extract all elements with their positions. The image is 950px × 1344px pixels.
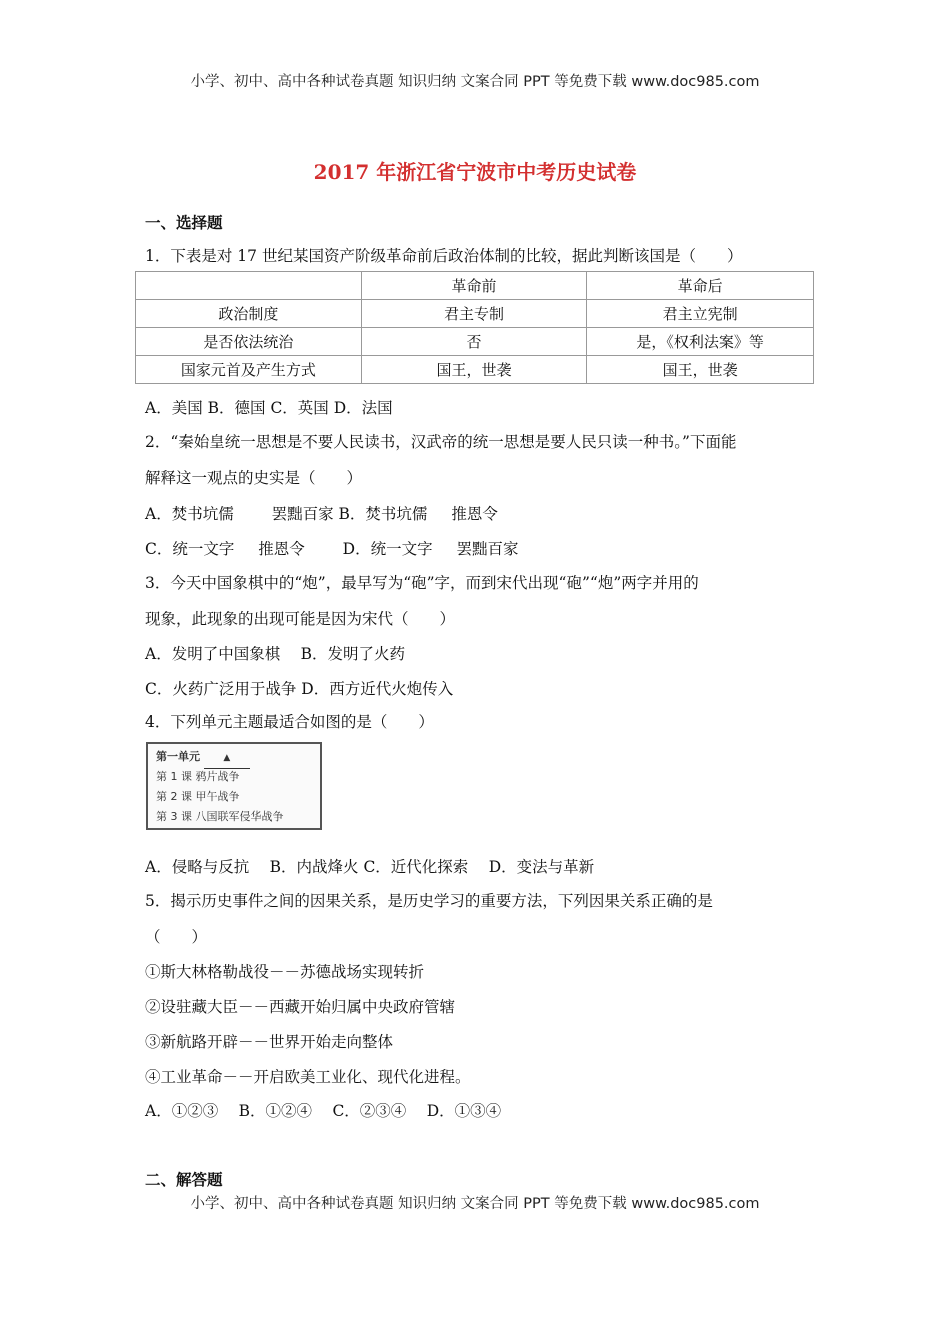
q2-option-d: D．统一文字 [342, 540, 433, 558]
table-cell: 国王，世袭 [361, 356, 587, 384]
q3-options-line2: C．火药广泛用于战争 D．西方近代火炮传入 [145, 680, 454, 698]
q2-option-b-part2: 推恩令 [451, 505, 498, 523]
figure-unit-line [156, 747, 312, 767]
q5-stem-line1: 5．揭示历史事件之间的因果关系，是历史学习的重要方法，下列因果关系正确的是 [145, 892, 713, 910]
table-cell: 政治制度 [136, 300, 362, 328]
table-header-cell: 革命前 [361, 272, 587, 300]
q2-option-c: C．统一文字 [145, 540, 235, 558]
q2-options-line1 [145, 502, 498, 524]
table-cell: 国王，世袭 [587, 356, 814, 384]
table-cell: 是，《权利法案》等 [587, 328, 814, 356]
table-cell: 否 [361, 328, 587, 356]
table-cell: 国家元首及产生方式 [136, 356, 362, 384]
page-footer: 小学、初中、高中各种试卷真题 知识归纳 文案合同 PPT 等免费下载 www.doc985.com [190, 1196, 760, 1212]
table-header-row [136, 272, 814, 300]
q5-item: ③新航路开辟－－世界开始走向整体 [145, 1033, 394, 1051]
exam-title: 2017 年浙江省宁波市中考历史试卷 [313, 160, 637, 184]
q2-option-a: A．焚书坑儒 [145, 505, 234, 523]
q4-options: A．侵略与反抗 B．内战烽火 C．近代化探索 D．变法与革新 [145, 858, 595, 876]
section-heading-choice: 一、选择题 [145, 214, 223, 232]
table-cell: 君主立宪制 [587, 300, 814, 328]
table-header-cell: 革命后 [587, 272, 814, 300]
q2-option-d-part2: 罢黜百家 [456, 540, 519, 558]
table-cell: 是否依法统治 [136, 328, 362, 356]
page-header: 小学、初中、高中各种试卷真题 知识归纳 文案合同 PPT 等免费下载 www.doc985.com [190, 74, 760, 90]
q5-item: ④工业革命－－开启欧美工业化、现代化进程。 [145, 1068, 471, 1086]
q2-options-line2 [145, 537, 518, 559]
figure-unit-label: 第一单元 [156, 750, 200, 763]
table-row [136, 300, 814, 328]
q5-stem-line2: （ ） [145, 928, 208, 946]
table-row [136, 328, 814, 356]
figure-lesson: 第 1 课 鸦片战争 [156, 770, 240, 783]
q1-stem: 1．下表是对 17 世纪某国资产阶级革命前后政治体制的比较，据此判断该国是（ ） [145, 247, 743, 265]
table-header-cell [136, 272, 362, 300]
q1-options: A．美国 B．德国 C．英国 D．法国 [145, 399, 393, 417]
q4-stem: 4．下列单元主题最适合如图的是（ ） [145, 713, 434, 731]
section-heading-answer: 二、解答题 [145, 1171, 223, 1189]
table-cell: 君主专制 [361, 300, 587, 328]
figure-unit-blank: ▲ [204, 748, 250, 769]
q2-option-a-part2: 罢黜百家 [271, 505, 334, 523]
q5-item: ②设驻藏大臣－－西藏开始归属中央政府管辖 [145, 998, 456, 1016]
q5-options: A．①②③ B．①②④ C．②③④ D．①③④ [145, 1102, 502, 1120]
table-row [136, 356, 814, 384]
q3-stem-line1: 3．今天中国象棋中的“炮”，最早写为“砲”字，而到宋代出现“砲”“炮”两字并用的 [145, 574, 699, 592]
q2-option-b: B．焚书坑儒 [338, 505, 428, 523]
q2-option-c-part2: 推恩令 [258, 540, 305, 558]
q2-stem-line1: 2．“秦始皇统一思想是不要人民读书，汉武帝的统一思想是要人民只读一种书。”下面能 [145, 433, 737, 451]
figure-lesson: 第 2 课 甲午战争 [156, 790, 240, 803]
comparison-table [135, 271, 814, 384]
figure-lesson: 第 3 课 八国联军侵华战争 [156, 810, 284, 823]
q5-item: ①斯大林格勒战役－－苏德战场实现转折 [145, 963, 425, 981]
unit-outline-figure [146, 742, 322, 830]
q3-stem-line2: 现象，此现象的出现可能是因为宋代（ ） [145, 610, 456, 628]
q2-stem-line2: 解释这一观点的史实是（ ） [145, 469, 363, 487]
q3-options-line1: A．发明了中国象棋 B．发明了火药 [145, 645, 406, 663]
